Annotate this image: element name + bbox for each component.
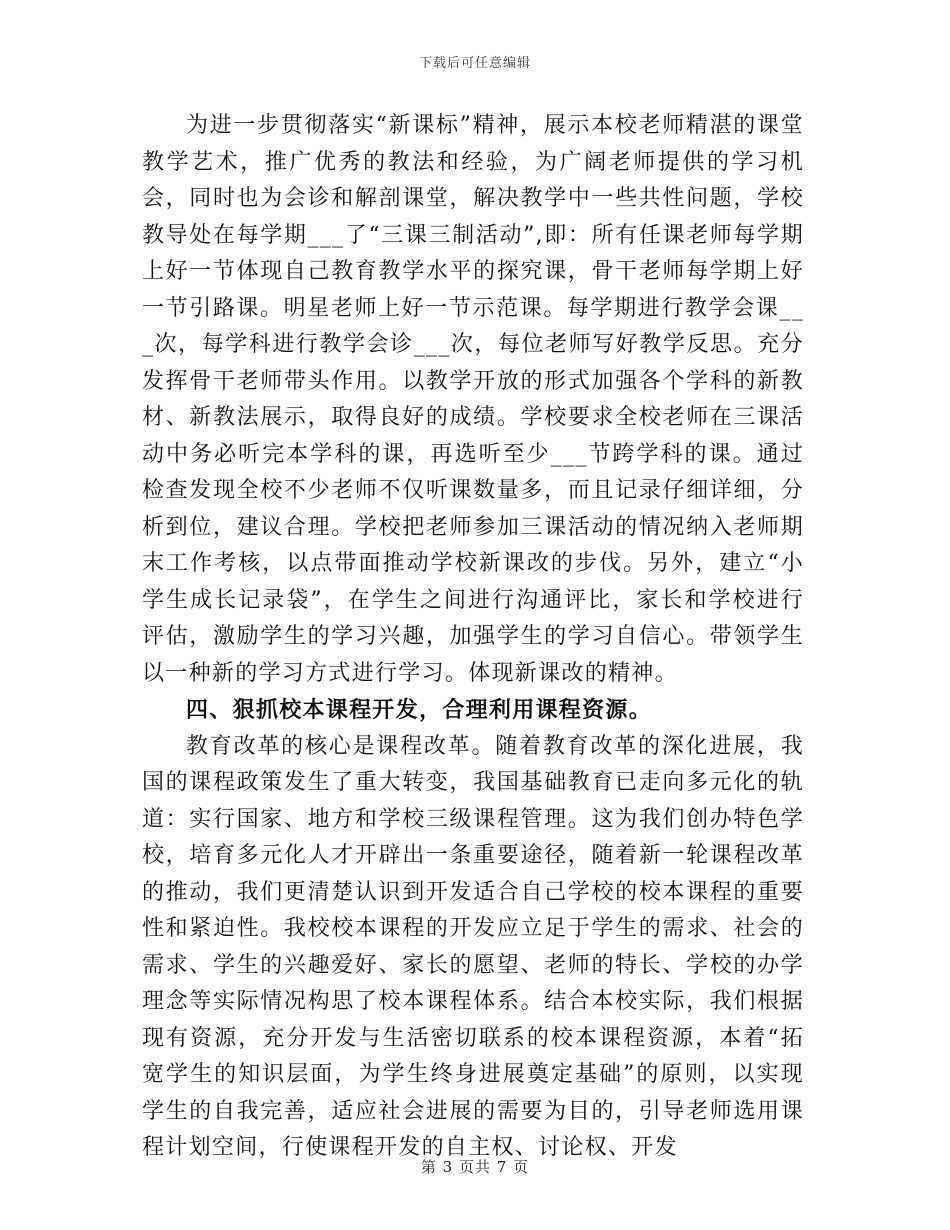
body-paragraph-1: 为进一步贯彻落实“新课标”精神，展示本校老师精湛的课堂教学艺术，推广优秀的教法和经验，为广阔老师提供的学习机会，同时也为会诊和解剖课堂，解决教学中一些共性问题，学校教导处在每学期___了“三课三制活动”,即：所有任课老师每学期上好一节体现自己教育教学水平的探究课，骨干老师每学期上好一节引路课。明星老师上好一节示范课。每学期进行教学会课___次，每学科进行教学会诊___次，每位老师写好教学反思。充分发挥骨干老师带头作用。以教学开放的形式加强各个学科的新教材、新教法展示，取得良好的成绩。学校要求全校老师在三课活动中务必听完本学科的课，再选听至少___节跨学科的课。通过检查发现全校不少老师不仅听课数量多，而且记录仔细详细，分析到位，建议合理。学校把老师参加三课活动的情况纳入老师期末工作考核，以点带面推动学校新课改的步伐。另外，建立“小学生成长记录袋”，在学生之间进行沟通评比，家长和学校进行评估，激励学生的学习兴趣，加强学生的学习自信心。带领学生以一种新的学习方式进行学习。体现新课改的精神。: [142, 113, 804, 686]
page-header-note: 下载后可任意编辑: [418, 56, 531, 71]
document-body: [142, 108, 804, 1167]
section-heading: 四、狠抓校本课程开发，合理利用课程资源。: [186, 697, 653, 723]
body-paragraph-2: 教育改革的核心是课程改革。随着教育改革的深化进展，我国的课程政策发生了重大转变，我国基础教育已走向多元化的轨道：实行国家、地方和学校三级课程管理。这为我们创办特色学校，培育多元化人才开辟出一条重要途径，随着新一轮课程改革的推动，我们更清楚认识到开发适合自己学校的校本课程的重要性和紧迫性。我校校本课程的开发应立足于学生的需求、社会的需求、学生的兴趣爱好、家长的愿望、老师的特长、学校的办学理念等实际情况构思了校本课程体系。结合本校实际，我们根据现有资源，充分开发与生活密切联系的校本课程资源，本着“拓宽学生的知识层面，为学生终身进展奠定基础”的原则，以实现学生的自我完善，适应社会进展的需要为目的，引导老师选用课程计划空间，行使课程开发的自主权、讨论权、开发: [142, 733, 804, 1160]
page-number-footer: 第 3 页共 7 页: [420, 1158, 530, 1176]
